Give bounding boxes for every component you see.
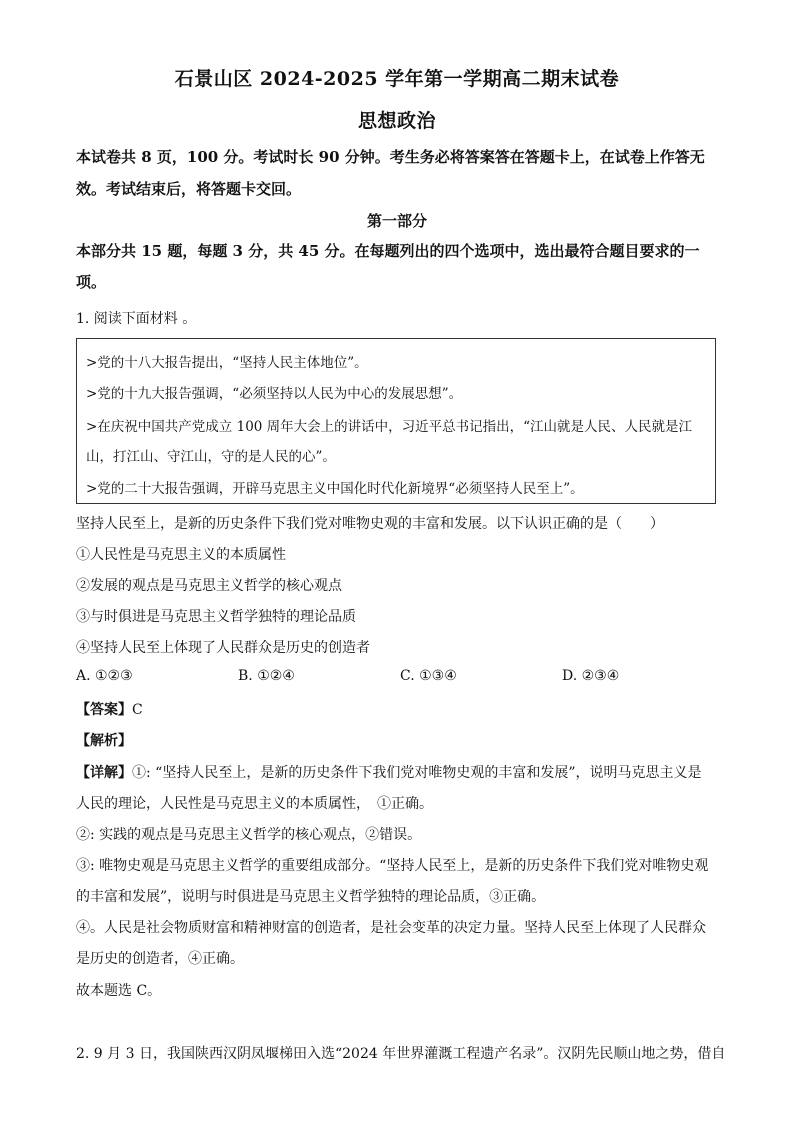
statement-1: ①人民性是马克思主义的本质属性 xyxy=(76,547,286,563)
material-line: >党的十八大报告提出，“坚持人民主体地位”。 xyxy=(86,355,368,371)
answer-line xyxy=(76,699,718,719)
option-b: B. ①②④ xyxy=(238,668,295,684)
analysis-line: ③: 唯物史观是马克思主义哲学的重要组成部分。“坚持人民至上，是新的历史条件下我们党对唯物史观 xyxy=(76,858,709,874)
analysis-line: 人民的理论，人民性是马克思主义的本质属性， ①正确。 xyxy=(76,796,433,812)
question-1-stem: 坚持人民至上，是新的历史条件下我们党对唯物史观的丰富和发展。以下认识正确的是（ ） xyxy=(76,516,664,532)
exam-title: 石景山区 2024-2025 学年第一学期高二期末试卷 xyxy=(174,68,620,90)
instructions-line-2: 效。考试结束后，将答题卡交回。 xyxy=(76,180,302,198)
part-description-line-1: 本部分共 15 题，每题 3 分，共 45 分。在每题列出的四个选项中，选出最符合题目要求的一 xyxy=(76,242,700,260)
material-line: >在庆祝中国共产党成立 100 周年大会上的讲话中，习近平总书记指出，“江山就是人民、人民就是江 xyxy=(86,419,693,435)
analysis-line: 是历史的创造者，④正确。 xyxy=(76,951,244,967)
question-2-line-1: 2. 9 月 3 日，我国陕西汉阴凤堰梯田入选“2024 年世界灌溉工程遗产名录”。汉阴先民顺山地之势，借自 xyxy=(76,1046,726,1062)
analysis-line: ②: 实践的观点是马克思主义哲学的核心观点，②错误。 xyxy=(76,827,422,843)
analysis-conclusion: 故本题选 C。 xyxy=(76,983,162,999)
instructions-line-1: 本试卷共 8 页，100 分。考试时长 90 分钟。考生务必将答案答在答题卡上，在试卷上作答无 xyxy=(76,148,705,166)
material-line: >党的十九大报告强调，“必须坚持以人民为中心的发展思想”。 xyxy=(86,386,463,402)
option-a: A. ①②③ xyxy=(76,668,133,684)
option-c: C. ①③④ xyxy=(400,668,457,684)
detail-tag: 【详解】 xyxy=(76,765,132,781)
material-line: >党的二十大报告强调，开辟马克思主义中国化时代化新境界“必须坚持人民至上”。 xyxy=(86,481,584,497)
question-1-prompt: 1. 阅读下面材料 。 xyxy=(76,311,197,327)
option-d: D. ②③④ xyxy=(562,668,620,684)
subject-title: 思想政治 xyxy=(357,110,436,132)
analysis-text: ①: “坚持人民至上，是新的历史条件下我们党对唯物史观的丰富和发展”，说明马克思主义是 xyxy=(132,765,702,781)
part-heading: 第一部分 xyxy=(366,212,427,230)
statement-2: ②发展的观点是马克思主义哲学的核心观点 xyxy=(76,578,342,594)
material-line: 山，打江山、守江山，守的是人民的心”。 xyxy=(86,449,336,465)
part-description-line-2: 项。 xyxy=(76,273,107,291)
analysis-line: 的丰富和发展”，说明与时俱进是马克思主义哲学独特的理论品质，③正确。 xyxy=(76,889,546,905)
analysis-heading xyxy=(76,730,718,750)
analysis-line: ④。人民是社会物质财富和精神财富的创造者，是社会变革的决定力量。坚持人民至上体现了人民群众 xyxy=(76,920,706,936)
answer-value: C xyxy=(132,702,143,718)
analysis-tag: 【解析】 xyxy=(76,733,132,749)
analysis-line xyxy=(76,762,718,782)
statement-3: ③与时俱进是马克思主义哲学独特的理论品质 xyxy=(76,609,356,625)
material-box xyxy=(76,338,716,504)
answer-tag: 【答案】 xyxy=(76,702,132,718)
statement-4: ④坚持人民至上体现了人民群众是历史的创造者 xyxy=(76,640,370,656)
